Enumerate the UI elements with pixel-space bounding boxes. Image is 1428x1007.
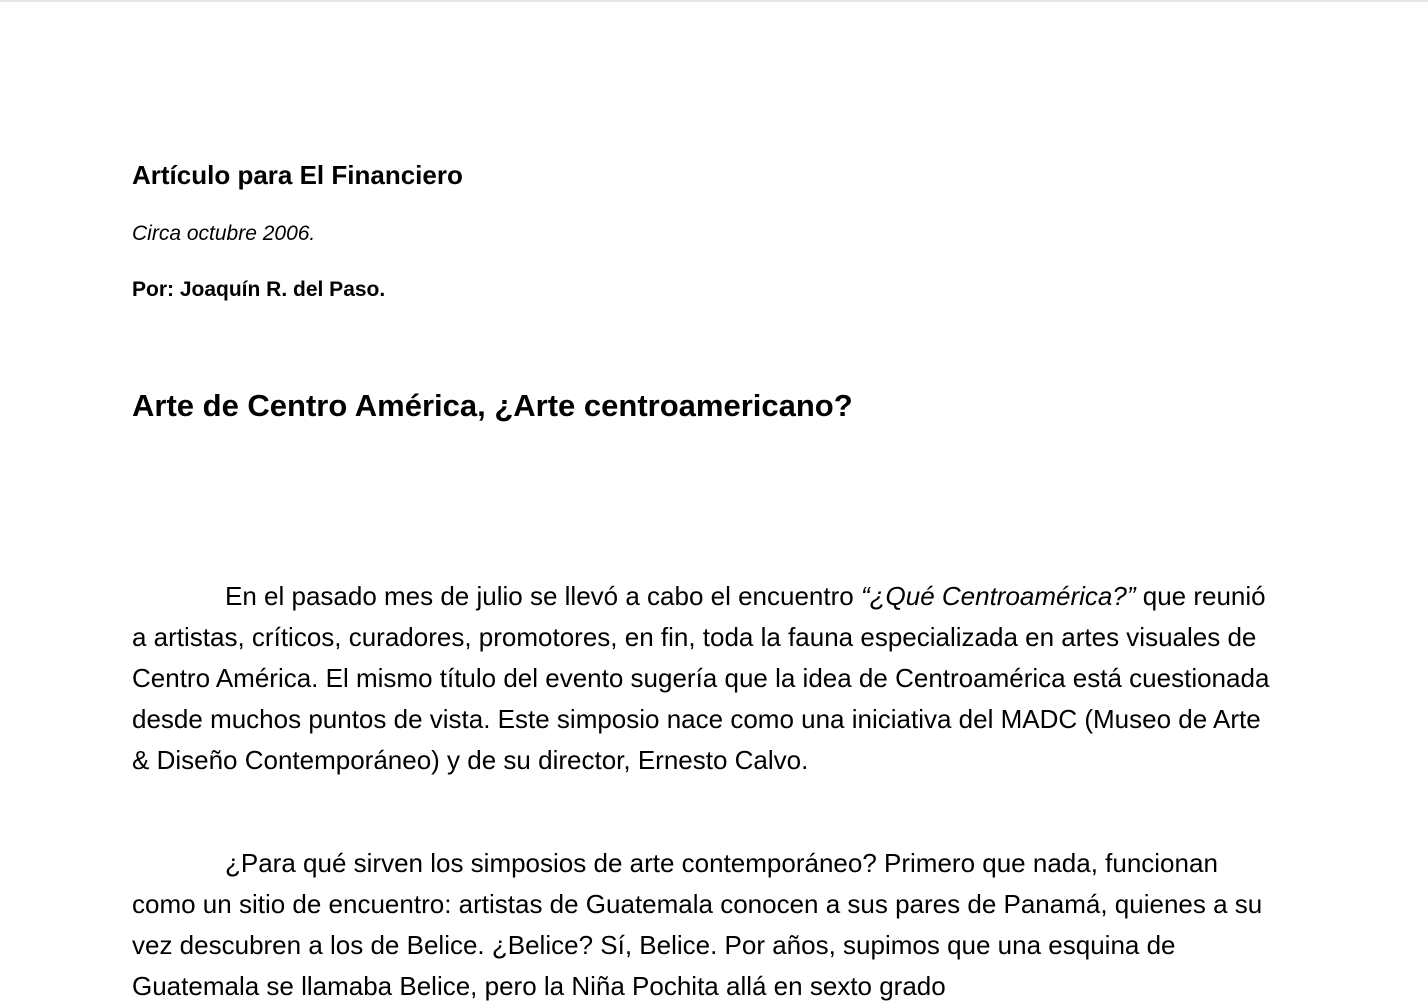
paragraph-1-text-start: En el pasado mes de julio se llevó a cabo el encuentro <box>225 581 861 611</box>
header-author: Por: Joaquín R. del Paso. <box>132 278 386 301</box>
article-title: Arte de Centro América, ¿Arte centroamericano? <box>132 388 853 423</box>
paragraph-1-event-title: “¿Qué Centroamérica?” <box>860 581 1136 611</box>
header-title: Artículo para El Financiero <box>132 160 463 190</box>
paragraph-1 <box>132 576 1282 781</box>
paragraph-2: ¿Para qué sirven los simposios de arte contemporáneo? Primero que nada, funcionan como un sitio de encuentro: artistas de Guatemala conocen a sus pares de Panamá, quienes a su vez descubren a los de Belice. ¿Belice? Sí, Belice. Por años, supimos que una esquina de Guatemala se llamaba Belice, pero la Niña Pochita allá en sexto grado <box>132 848 1263 1001</box>
page-top-border <box>0 0 1428 2</box>
paragraph-1-text-end: que reunió a artistas, críticos, curadores, promotores, en fin, toda la fauna especializada en artes visuales de Centro América. El mismo título del evento sugería que la idea de Centroamérica está cuestionada desde muchos puntos de vista. Este simposio nace como una iniciativa del MADC (Museo de Arte & Diseño Contemporáneo) y de su director, Ernesto Calvo. <box>132 581 1270 775</box>
header-date: Circa octubre 2006. <box>132 222 316 245</box>
